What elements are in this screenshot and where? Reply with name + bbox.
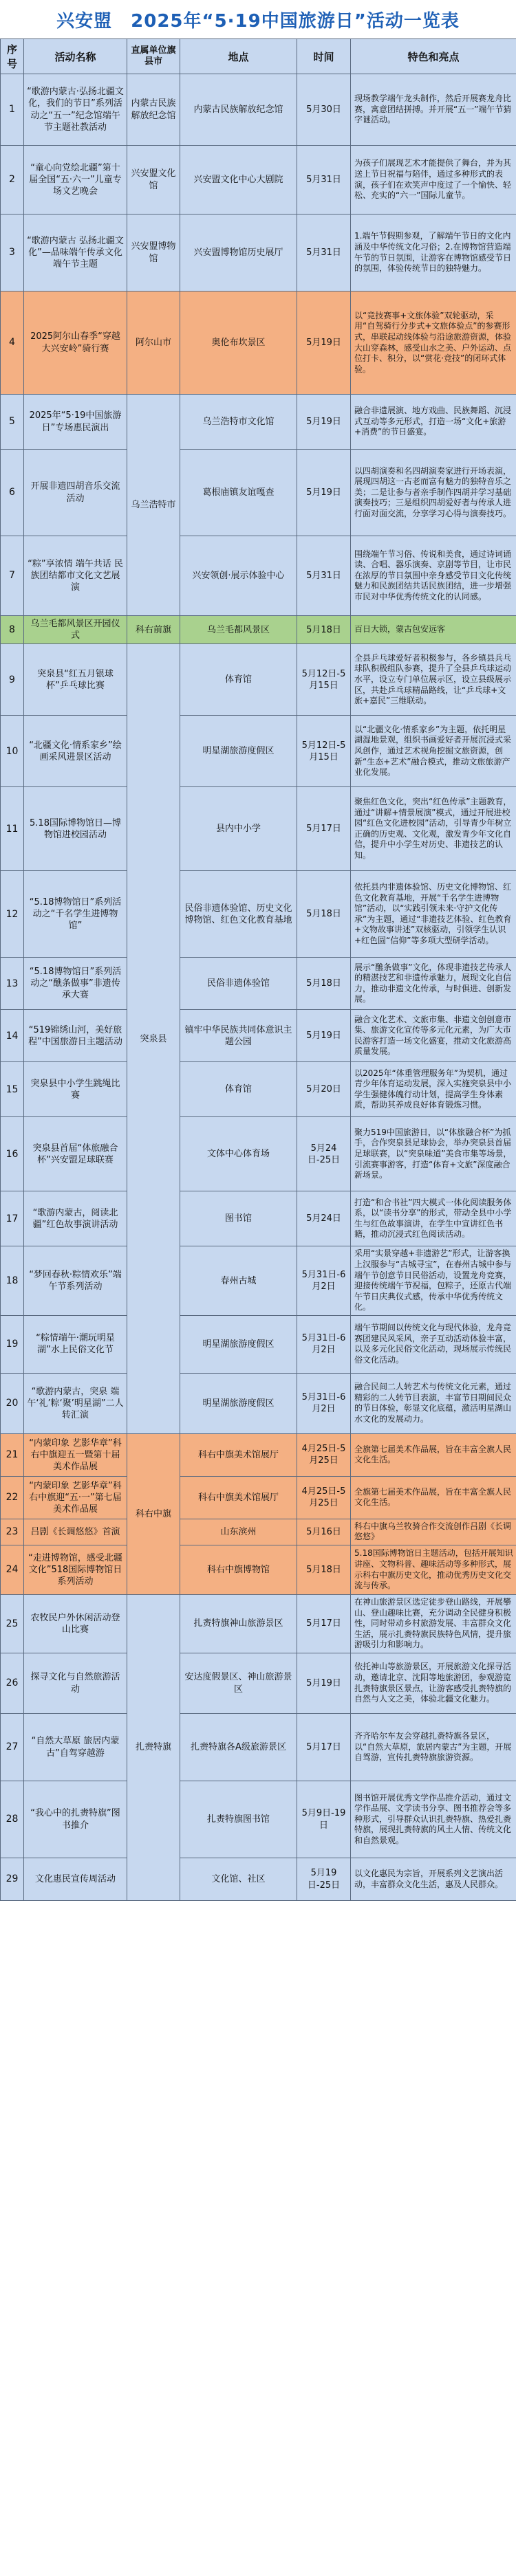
table-row [1, 1858, 516, 1901]
unit-cell: 突泉县 [127, 644, 180, 1434]
features-cell: 以文化惠民为宗旨，开展系列文艺演出活动，丰富群众文化生活，惠及人民群众。 [351, 1858, 516, 1901]
unit-cell: 科右前旗 [127, 616, 180, 644]
row-number: 14 [1, 1010, 24, 1062]
place-cell: 民俗非遗体验馆、历史文化博物馆、红色文化教育基地 [180, 871, 297, 958]
place-cell: 体育馆 [180, 644, 297, 716]
features-cell: 全旗第七届美术作品展，旨在丰富全旗人民文化生活。 [351, 1476, 516, 1519]
table-row [1, 1117, 516, 1191]
activity-name: “粽情端午·潮玩明星湖”水上民俗文化节 [24, 1315, 127, 1373]
time-cell: 5月24日 [297, 1191, 351, 1246]
table-body [1, 74, 516, 1901]
table-row [1, 1476, 516, 1519]
features-cell: 以四胡演奏和名四胡演奏家进行开场表演，展现四胡这一古老而富有魅力的独特音乐之美；二是让参与者亲手制作四胡并学习基础演奏技巧；三是组织四胡爱好者与传承人进行面对面交流，分享学习心得与演奏技巧。 [351, 450, 516, 536]
table-row [1, 214, 516, 291]
time-cell: 5月19日 [297, 1653, 351, 1714]
table-row [1, 716, 516, 787]
place-cell: 民俗非遗体验馆 [180, 958, 297, 1010]
features-cell: 端午节期间以传统文化与现代体验，龙舟竞赛团建民风采风，亲子互动活动体验丰富，以及多元化民俗文化活动，现场展示传统民俗文化活动。 [351, 1315, 516, 1373]
time-cell: 5月31日 [297, 536, 351, 616]
time-cell: 5月12日-5月15日 [297, 716, 351, 787]
features-cell: 在神山旅游景区选定徒步登山路线，开展攀山、登山趣味比赛，充分调动全民健身积极性，同时带动乡村旅游发展、丰富群众文化生活，展示扎赉特旗民族特色风情，提升旅游吸引力和影响力。 [351, 1595, 516, 1653]
place-cell: 扎赉特旗图书馆 [180, 1781, 297, 1858]
activity-name: 2025年“5·19中国旅游日”专场惠民演出 [24, 395, 127, 450]
place-cell: 体育馆 [180, 1062, 297, 1117]
time-cell: 5月12日-5月15日 [297, 644, 351, 716]
time-cell: 5月31日 [297, 146, 351, 214]
row-number: 10 [1, 716, 24, 787]
table-row [1, 616, 516, 644]
activity-name: 文化惠民宣传周活动 [24, 1858, 127, 1901]
time-cell: 5月18日 [297, 871, 351, 958]
table-row [1, 787, 516, 871]
time-cell: 5月16日 [297, 1519, 351, 1545]
activity-name: “北疆文化·情系家乡”绘画采风进景区活动 [24, 716, 127, 787]
header-time: 时间 [297, 39, 351, 74]
activity-name: “自然大草原 旅居内蒙古”自驾穿越游 [24, 1714, 127, 1781]
row-number: 21 [1, 1433, 24, 1476]
time-cell: 5月9日-19日 [297, 1781, 351, 1858]
activity-name: “粽”享浓情 端午共话 民族团结都市文化文艺展演 [24, 536, 127, 616]
place-cell: 县内中小学 [180, 787, 297, 871]
table-header-row [1, 39, 516, 74]
row-number: 26 [1, 1653, 24, 1714]
features-cell: 展示“醮条做事”文化，体现非遗技艺传承人的精湛技艺和非遗传承魅力，展现文化自信力，推动非遗文化传承，与时俱进、创新发展。 [351, 958, 516, 1010]
row-number: 8 [1, 616, 24, 644]
time-cell: 4月25日-5月25日 [297, 1433, 351, 1476]
time-cell: 5月24日-25日 [297, 1117, 351, 1191]
place-cell: 科右中旗美术馆展厅 [180, 1433, 297, 1476]
activity-name: “梦回春秋·粽情欢乐”端午节系列活动 [24, 1246, 127, 1316]
activity-name: 开展非遗四胡音乐交流活动 [24, 450, 127, 536]
time-cell: 5月17日 [297, 1595, 351, 1653]
place-cell: 山东滨州 [180, 1519, 297, 1545]
table-row [1, 1653, 516, 1714]
features-cell: 5.18国际博物馆日主题活动，包括开展知识讲座、文物科普、趣味活动等多种形式，展示科右中旗历史文化，推动优秀历史文化交流与传承。 [351, 1545, 516, 1595]
row-number: 27 [1, 1714, 24, 1781]
unit-cell: 乌兰浩特市 [127, 395, 180, 616]
table-row [1, 74, 516, 146]
table-row [1, 1191, 516, 1246]
row-number: 1 [1, 74, 24, 146]
header-place: 地点 [180, 39, 297, 74]
time-cell: 5月31日-6月2日 [297, 1246, 351, 1316]
features-cell: 依托县内非遗体验馆、历史文化博物馆、红色文化教育基地，开展“千名学生进博物馆”活动，以“实践引领未来·守护文化传承”为主题，通过“非遗技艺体验、红色教育+文物故事讲述”双核驱动，引领学生认识+红色圆“信仰”等多项大型研学活动。 [351, 871, 516, 958]
unit-cell: 兴安盟博物馆 [127, 214, 180, 291]
place-cell: 葛根庙镇友谊嘎查 [180, 450, 297, 536]
table-row [1, 1519, 516, 1545]
features-cell: 百日大锁，蒙古包安远客 [351, 616, 516, 644]
row-number: 22 [1, 1476, 24, 1519]
time-cell: 5月17日 [297, 787, 351, 871]
activity-name: “童心向党绘北疆”第十届全国“五·六一”儿童专场文艺晚会 [24, 146, 127, 214]
time-cell: 5月18日 [297, 616, 351, 644]
header-features: 特色和亮点 [351, 39, 516, 74]
features-cell: 依托神山等旅游景区，开展旅游文化探寻活动，邀请北京、沈阳等地旅游团，参观游览扎赉特旗景区景点，让游客感受扎赉特旗的自然与人文之美，体验北疆文化魅力。 [351, 1653, 516, 1714]
features-cell: 齐齐哈尔车友会穿越扎赉特旗各景区，以“自然大草原，旅居内蒙古”为主题，开展自驾游，宣传扎赉特旗旅游资源。 [351, 1714, 516, 1781]
row-number: 2 [1, 146, 24, 214]
unit-cell: 内蒙古民族解放纪念馆 [127, 74, 180, 146]
activity-name: “歌游内蒙古，突泉 端午‘礼’粽‘聚’明星湖”二人转汇演 [24, 1373, 127, 1433]
features-cell: 以“北疆文化·情系家乡”为主题，依托明星湖湿地景观，组织书画爱好者开展沉浸式采风创作，通过艺术视角挖掘文旅资源，创新“生态+艺术”融合模式，推动文旅旅游产业化发展。 [351, 716, 516, 787]
row-number: 16 [1, 1117, 24, 1191]
place-cell: 科右中旗美术馆展厅 [180, 1476, 297, 1519]
table-row [1, 644, 516, 716]
activity-table [0, 38, 516, 1901]
time-cell: 5月31日 [297, 214, 351, 291]
row-number: 17 [1, 1191, 24, 1246]
features-cell: 图书馆开展优秀文学作品推介活动，通过文学作品展、文学读书分享、图书推荐会等多种形式，引导群众认识扎赉特旗、热爱扎赉特旗，展现扎赉特旗的风土人情、传统文化和自然景观。 [351, 1781, 516, 1858]
place-cell: 安达度假景区、神山旅游景区 [180, 1653, 297, 1714]
place-cell: 镇牢中华民族共同体意识主题公园 [180, 1010, 297, 1062]
activity-name: 农牧民户外休闲活动登山比赛 [24, 1595, 127, 1653]
place-cell: 文化馆、社区 [180, 1858, 297, 1901]
header-name: 活动名称 [24, 39, 127, 74]
place-cell: 兴安领创·展示体验中心 [180, 536, 297, 616]
table-row [1, 1315, 516, 1373]
activity-name: “内蒙印象 艺影华章”科右中旗迎“五·一”第七届美术作品展 [24, 1476, 127, 1519]
features-cell: 融合非遗展演、地方戏曲、民族舞蹈、沉浸式互动等多元形式，打造一场“文化+旅游+消费”的节日盛宴。 [351, 395, 516, 450]
features-cell: 采用“实景穿越+非遗游艺”形式，让游客换上汉服参与“古城寻宝”，在春州古城中参与端午节创意节日民俗活动，设置龙舟竞赛，迎接传统端午节祝福，包粽子，还原古代端午节日庆典仪式感，传承中华优秀传统文化。 [351, 1246, 516, 1316]
time-cell: 5月19日-25日 [297, 1858, 351, 1901]
place-cell: 乌兰浩特市文化馆 [180, 395, 297, 450]
features-cell: 以2025年“体重管理服务年”为契机，通过青少年体育运动发展，深入实施突泉县中小学生强健体魄行动计划，提高学生身体素质，帮助其养成良好体育锻炼习惯。 [351, 1062, 516, 1117]
page-title: 兴安盟 2025年“5·19中国旅游日”活动一览表 [56, 10, 460, 32]
features-cell: 融合文化艺术、文旅市集、非遗文创创意市集、旅游文化宣传等多元化元素，为广大市民游客打造一场文化盛宴，推动文化旅游高质量发展。 [351, 1010, 516, 1062]
features-cell: 科右中旗乌兰牧骑合作交流创作吕剧《长调悠悠》 [351, 1519, 516, 1545]
place-cell: 扎赉特旗神山旅游景区 [180, 1595, 297, 1653]
place-cell: 春州古城 [180, 1246, 297, 1316]
features-cell: 为孩子们展现艺术才能提供了舞台，并为其送上节日祝福与陪伴，通过多种形式的表演，孩子们在欢笑声中度过了一个愉快、轻松、充实的“六一”国际儿童节。 [351, 146, 516, 214]
features-cell: 以“竞技赛事+文旅体验”双轮驱动，采用“自驾骑行分步式+文旅体验点”的参赛形式，串联起动线体验与沿途旅游资源，体验大山穿森林，感受山水之美、户外运动、点位打卡、积分，以“赏花·竞技”的闭环式体验。 [351, 291, 516, 395]
table-row [1, 1062, 516, 1117]
features-cell: 现场教学端午龙头制作，然后开展赛龙舟比赛，寓意团结拼搏。并开展“五一”端午节猜字谜活动。 [351, 74, 516, 146]
place-cell: 明星湖旅游度假区 [180, 1315, 297, 1373]
time-cell: 5月30日 [297, 74, 351, 146]
table-row [1, 536, 516, 616]
unit-cell: 阿尔山市 [127, 291, 180, 395]
features-cell: 1.端午节假期参观，了解端午节日的文化内涵及中华传统文化习俗；2.在博物馆营造端午节的节日氛围，让游客在博物馆感受节日的氛围，体验传统节日的独特魅力。 [351, 214, 516, 291]
activity-name: “内蒙印象 艺影华章”科右中旗迎五一暨第十届美术作品展 [24, 1433, 127, 1476]
activity-name: 突泉县“红五月银球杯”乒乓球比赛 [24, 644, 127, 716]
place-cell: 文体中心体育场 [180, 1117, 297, 1191]
activity-name: 吕剧《长调悠悠》首演 [24, 1519, 127, 1545]
place-cell: 内蒙古民族解放纪念馆 [180, 74, 297, 146]
table-row [1, 1595, 516, 1653]
time-cell: 5月19日 [297, 395, 351, 450]
time-cell: 5月20日 [297, 1062, 351, 1117]
row-number: 29 [1, 1858, 24, 1901]
activity-name: “5.18博物馆日”系列活动之“醮条做事”非遗传承大赛 [24, 958, 127, 1010]
row-number: 15 [1, 1062, 24, 1117]
place-cell: 明星湖旅游度假区 [180, 716, 297, 787]
table-row [1, 291, 516, 395]
place-cell: 乌兰毛都风景区 [180, 616, 297, 644]
row-number: 13 [1, 958, 24, 1010]
time-cell: 5月18日 [297, 1545, 351, 1595]
activity-name: 突泉县中小学生跳绳比赛 [24, 1062, 127, 1117]
header-unit: 直属单位旗县市 [127, 39, 180, 74]
row-number: 24 [1, 1545, 24, 1595]
features-cell: 聚力519中国旅游日，以“体旅融合杯”为抓手，合作突泉县足球协会，举办突泉县首届足球联赛，以“突泉味道”美食市集等场景，引流赛事游客，打造“体育+文旅”深度融合新场景。 [351, 1117, 516, 1191]
features-cell: 聚焦红色文化，突出“红色传承”主题教育，通过“讲解+情景展演”模式，通过开展进校园“红色文化进校园”活动，引导青少年树立正确的历史观、文化观，激发青少年文化自信，提升中小学生对历史、非遗技艺的认知。 [351, 787, 516, 871]
table-row [1, 395, 516, 450]
table-row [1, 1714, 516, 1781]
row-number: 18 [1, 1246, 24, 1316]
row-number: 4 [1, 291, 24, 395]
row-number: 3 [1, 214, 24, 291]
table-row [1, 871, 516, 958]
row-number: 19 [1, 1315, 24, 1373]
activity-name: “5.18博物馆日”系列活动之“千名学生进博物馆” [24, 871, 127, 958]
row-number: 23 [1, 1519, 24, 1545]
table-row [1, 958, 516, 1010]
table-row [1, 1433, 516, 1476]
row-number: 6 [1, 450, 24, 536]
activity-name: “走进博物馆，感受北疆文化”518国际博物馆日系列活动 [24, 1545, 127, 1595]
row-number: 9 [1, 644, 24, 716]
activity-name: 5.18国际博物馆日—博物馆进校园活动 [24, 787, 127, 871]
features-cell: 打造“和合书社”四大模式一体化阅读服务体系，以“读书分享”的形式，带动全县中小学生与红色故事演讲，在学生中宣讲红色书籍，推动沉浸式红色阅读活动。 [351, 1191, 516, 1246]
row-number: 7 [1, 536, 24, 616]
time-cell: 5月19日 [297, 1010, 351, 1062]
table-row [1, 1373, 516, 1433]
table-row [1, 1010, 516, 1062]
unit-cell: 扎赉特旗 [127, 1595, 180, 1901]
row-number: 11 [1, 787, 24, 871]
table-row [1, 1781, 516, 1858]
time-cell: 5月19日 [297, 450, 351, 536]
row-number: 28 [1, 1781, 24, 1858]
time-cell: 5月31日-6月2日 [297, 1315, 351, 1373]
table-row [1, 1545, 516, 1595]
features-cell: 融合民间二人转艺术与传统文化元素，通过精彩的二人转节目表演，丰富节日期间民众的节日体验，彰显文化底蕴，激活明星湖山水文化的发展动力。 [351, 1373, 516, 1433]
features-cell: 全县乒乓球爱好者积极参与，各乡镇县兵乓球队积极组队参赛，提升了全县乒乓球运动水平，设立专门单位展示区，设立县级展示区，共赴乒乓球精品路线，让“乒乓球+文旅+嘉民”三维联动。 [351, 644, 516, 716]
activity-name: 突泉县首届“体旅融合杯”兴安盟足球联赛 [24, 1117, 127, 1191]
activity-name: “歌游内蒙古，阅读北疆”红色故事演讲活动 [24, 1191, 127, 1246]
place-cell: 奥伦布坎景区 [180, 291, 297, 395]
features-cell: 围绕端午节习俗、传说和美食，通过诗词诵读、合唱、器乐演奏、京剧等节目，让市民在浓厚的节日氛围中亲身感受节日文化传统魅力和民族团结共话民族团结，进一步增强市民对中华优秀传统文化的认同感。 [351, 536, 516, 616]
table-row [1, 1246, 516, 1316]
place-cell: 扎赉特旗各A级旅游景区 [180, 1714, 297, 1781]
place-cell: 图书馆 [180, 1191, 297, 1246]
row-number: 12 [1, 871, 24, 958]
activity-name: 2025阿尔山春季“穿越大兴安岭”骑行赛 [24, 291, 127, 395]
row-number: 5 [1, 395, 24, 450]
table-row [1, 450, 516, 536]
unit-cell: 科右中旗 [127, 1433, 180, 1594]
activity-name: “歌游内蒙古 弘扬北疆文化”—品味端午传承文化端午节主题 [24, 214, 127, 291]
unit-cell: 兴安盟文化馆 [127, 146, 180, 214]
row-number: 25 [1, 1595, 24, 1653]
row-number: 20 [1, 1373, 24, 1433]
time-cell: 5月19日 [297, 291, 351, 395]
activity-name: “歌游内蒙古·弘扬北疆文化，我们的节日”系列活动之“五一”纪念馆端午节主题社教活动 [24, 74, 127, 146]
activity-name: 探寻文化与自然旅游活动 [24, 1653, 127, 1714]
activity-name: 乌兰毛都风景区开园仪式 [24, 616, 127, 644]
time-cell: 4月25日-5月25日 [297, 1476, 351, 1519]
header-no: 序号 [1, 39, 24, 74]
place-cell: 科右中旗博物馆 [180, 1545, 297, 1595]
features-cell: 全旗第七届美术作品展，旨在丰富全旗人民文化生活。 [351, 1433, 516, 1476]
activity-name: “我心中的扎赉特旗”图书推介 [24, 1781, 127, 1858]
place-cell: 兴安盟文化中心大剧院 [180, 146, 297, 214]
time-cell: 5月31日-6月2日 [297, 1373, 351, 1433]
time-cell: 5月18日 [297, 958, 351, 1010]
place-cell: 兴安盟博物馆历史展厅 [180, 214, 297, 291]
place-cell: 明星湖旅游度假区 [180, 1373, 297, 1433]
activity-name: “519锦绣山河，美好旅程”中国旅游日主题活动 [24, 1010, 127, 1062]
time-cell: 5月17日 [297, 1714, 351, 1781]
table-row [1, 146, 516, 214]
